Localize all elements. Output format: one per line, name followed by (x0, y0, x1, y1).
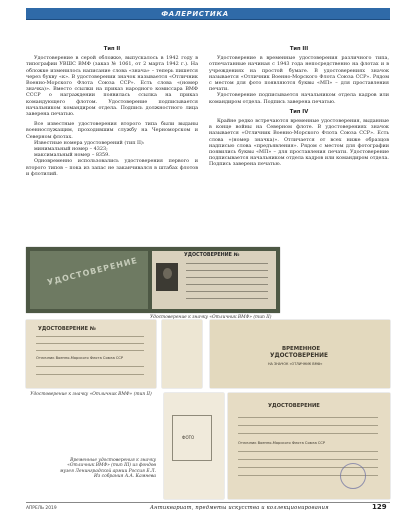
rule-line (36, 366, 144, 367)
rule-line (238, 459, 378, 460)
type2-heading: Тип II (103, 46, 121, 52)
type3-paragraph: Удостоверение подписывается начальником отдела кадров или командиром отдела. Подпись заверена печатью. (209, 92, 389, 105)
paper-certificate-photo (26, 320, 156, 388)
rule-line (238, 425, 378, 426)
caption-green-certificate: Удостоверение к значку «Отличник ВМФ» (тип II) (150, 315, 272, 320)
type3-heading: Тип III (289, 46, 309, 52)
type2-paragraph: Одновременно использовались удостоверения первого и второго типов – пока из запас не заканчивался в штабах флотов и флотилий. (26, 158, 198, 177)
type3-paragraph: Удостоверение в временные удостоверения различного типа, отпечатанные начиная с 1943 года непосредственно на флотах и в учреждениях на простой бумаге. В удостоверениях значок называется «Отличник Военно-Морского Флота Союза ССР». Рядом с местом для фото появляются буквы «МП» – для проставления печати. (209, 55, 389, 93)
photo-label: ФОТО (182, 435, 195, 440)
section-title: ФАЛЕРИСТИКА (161, 10, 229, 18)
rule-line (238, 433, 378, 434)
rule-line (238, 417, 378, 418)
rule-line (36, 374, 144, 375)
stamp-seal (340, 463, 366, 489)
type4-paragraph: Крайне редко встречаются временные удостоверения, выданные в конце войны на Северном флоте. В удостоверениях значок называется «Отличник Военно-Морского Флота Союза ССР». Есть слова «(номер значка)». Отличается от всех ниже образцов надписью слова «предъявления». Рядом с местом для фотографии появились буквы «МП» – для проставления печати. Удостоверение подписывается начальником отдела кадров или командиром отдела. Подпись заверена печатью. (209, 118, 389, 168)
left-text-column (26, 42, 198, 177)
right-text-column (209, 42, 389, 168)
rule-line (36, 343, 144, 344)
page-number: 129 (372, 503, 387, 511)
temporary-certificate-cover-photo (210, 320, 390, 388)
rule-line (186, 291, 268, 292)
rule-line (186, 270, 268, 271)
rule-line (186, 263, 268, 264)
photo-placeholder-page (164, 393, 224, 499)
rule-line (36, 350, 144, 351)
caption-paper-certificate: Удостоверение к значку «Отличник ВМФ» (тип II) (30, 392, 152, 397)
green-certificate-photo (26, 247, 280, 313)
temporary-subtitle: НА ЗНАЧОК «ОТЛИЧНИК ВМФ» (268, 362, 323, 366)
rule-line (36, 336, 144, 337)
temporary-title-2: УДОСТОВЕРЕНИЕ (270, 353, 328, 359)
temporary-certificate-inner-photo (228, 393, 390, 499)
type2-paragraph: Известные номера удостоверений (тип II): (34, 139, 145, 146)
rule-line (186, 298, 268, 299)
temporary-title: ВРЕМЕННОЕ (282, 346, 321, 352)
certificate-title: УДОСТОВЕРЕНИЕ № (184, 253, 240, 258)
type2-paragraph: Все известные удостоверения второго типа были выданы военнослужащим, проходившим службу на Черноморском и Северном флотах. (26, 121, 198, 140)
cover-word: УДОСТОВЕРЕНИЕ (46, 255, 139, 288)
type2-paragraph: минимальный номер – 4323; (34, 146, 108, 153)
type4-heading: Тип IV (289, 108, 309, 115)
portrait-photo (156, 263, 178, 291)
footer-rule (26, 502, 390, 503)
portrait-face (163, 268, 172, 279)
rule-line (186, 284, 268, 285)
type2-paragraph: Удостоверение в серой обложке, выпускалось в 1942 году в типографии УВШС ВМФ (заказ № 1061, от 2 марта 1942 г.). На обложке изменилось написание слова «знача» – теперь пишется через букву «к». В удостоверении значок называется «Отличник Военно-Морского Флота Союза ССР». Есть слова «(номер значка)». Вместо ссылки на приказ народного комиссара ВМФ СССР о награждении появилась ссылка на приказ командующего флотом. Удостоверение подписывается начальником командиром отдела. Подпись должностного лица заверена печатью. (26, 55, 198, 118)
caption-temporary-certificates: Временные удостоверения к значку «Отличник ВМФ» (тип III) из фондов музея Ленинградской армии Россия Е.Л. Из собрания А.А. Камнева (59, 458, 156, 480)
certificate-title: УДОСТОВЕРЕНИЕ (268, 403, 320, 409)
certificate-badge-line: Отличник Военно-Морского Флота Союза ССР (36, 356, 124, 360)
rule-line (238, 451, 378, 452)
issue-date: АПРЕЛЬ 2019 (26, 506, 57, 511)
type2-paragraph: максимальный номер – 8359. (34, 152, 110, 159)
paper-certificate-strip-photo (162, 320, 202, 388)
rule-line (186, 277, 268, 278)
certificate-title: УДОСТОВЕРЕНИЕ № (38, 326, 96, 332)
magazine-name: Антиквариат, предметы искусства и коллекционирования (150, 505, 329, 511)
certificate-badge-line: Отличник Военно-Морского Флота Союза ССР (238, 441, 326, 445)
